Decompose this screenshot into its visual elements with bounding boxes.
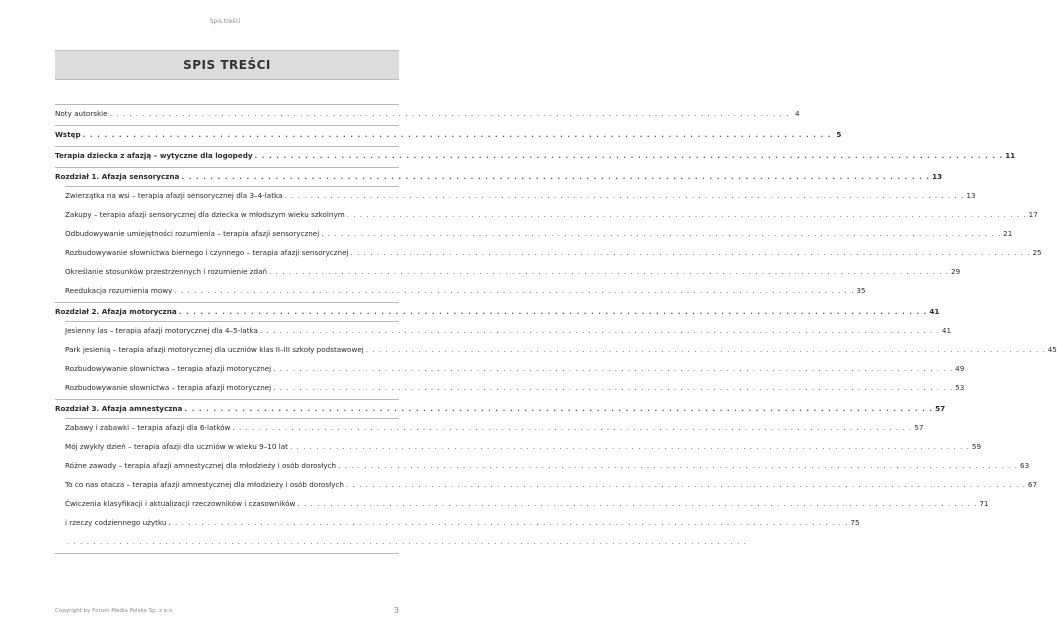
dot-leader: [297, 499, 977, 509]
toc-entry-sub[interactable]: [55, 286, 866, 296]
toc-entry-page: 57: [914, 423, 924, 432]
toc-entry-sub[interactable]: [55, 442, 982, 452]
toc-entry-label: Zwierzątka na wsi – terapia afazji sensorycznej dla 3–4-latka: [65, 191, 283, 200]
toc-entry-rozdzial-1[interactable]: [55, 172, 943, 182]
toc-entry-sub[interactable]: [55, 518, 860, 528]
dot-leader: [338, 461, 1018, 471]
toc-entry-label: Rozdział 1. Afazja sensoryczna: [55, 172, 180, 181]
toc-entry-page: 17: [1028, 210, 1038, 219]
toc-entry-multiline[interactable]: [55, 537, 399, 547]
toc-entry-page: 21: [1003, 229, 1013, 238]
toc-entry-label: Zabawy i zabawki – terapia afazji dla 6-latków: [65, 423, 231, 432]
toc-entry-page: 67: [1027, 480, 1038, 489]
toc-entry-terapia[interactable]: [55, 151, 1016, 161]
toc-entry-sub[interactable]: [55, 191, 976, 201]
toc-entry-page: 45: [1047, 345, 1057, 354]
toc-entry-label: Park jesienią – terapia afazji motorycznej dla uczniów klas II–III szkoły podstawowej: [65, 345, 364, 354]
toc-entry-sub[interactable]: [55, 364, 965, 374]
copyright-text: Copyright by Forum Media Polska Sp. z o.o.: [55, 607, 174, 614]
toc-entry-sub[interactable]: [55, 248, 1042, 258]
toc-entry-page: 25: [1032, 248, 1042, 257]
toc-entry-label: Odbudowywanie umiejętności rozumienia – terapia afazji sensorycznej: [65, 229, 320, 238]
toc-entry-sub[interactable]: [55, 345, 1057, 355]
toc-entry-page: 49: [955, 364, 965, 373]
toc-entry-page: 57: [935, 404, 946, 413]
toc-entry-page: 75: [850, 518, 860, 527]
toc-entry-label: Rozdział 2. Afazja motoryczna: [55, 307, 177, 316]
toc-entry-sub[interactable]: [55, 461, 1030, 471]
toc-entry-page: 41: [941, 326, 952, 335]
dot-leader: [273, 364, 953, 374]
dot-leader: [181, 172, 930, 182]
dot-leader: [366, 345, 1046, 355]
dot-leader: [255, 151, 1004, 161]
toc-entry-noty-autorskie[interactable]: [55, 109, 800, 119]
dot-leader: [321, 229, 1001, 239]
page-number: 3: [393, 606, 399, 615]
dot-leader: [284, 191, 964, 201]
toc-entry-line2: [65, 537, 399, 547]
toc-entry-rozdzial-2[interactable]: [55, 307, 940, 317]
toc-entry-page: 13: [932, 172, 943, 181]
page-footer: [55, 606, 399, 615]
toc-entry-page: 53: [955, 383, 965, 392]
toc-entry-label: i rzeczy codziennego użytku: [65, 518, 167, 527]
toc-entry-label: Rozbudowywanie słownictwa – terapia afazji motorycznej: [65, 364, 272, 373]
toc-entry-sub[interactable]: [55, 210, 1038, 220]
dot-leader: [273, 383, 953, 393]
toc-entry-label: Ćwiczenia klasyfikacji i aktualizacji rzeczowników i czasowników: [65, 499, 296, 508]
toc-entry-label: Noty autorskie: [55, 109, 108, 118]
dot-leader: [260, 326, 940, 336]
dot-leader: [232, 423, 912, 433]
toc-entry-sub[interactable]: [55, 326, 952, 336]
toc-entry-sub[interactable]: [55, 480, 1038, 490]
toc-entry-label: Terapia dziecka z afazją – wytyczne dla logopedy: [55, 151, 253, 160]
toc-entry-label: Rozbudowywanie słownictwa biernego i czynnego – terapia afazji sensorycznej: [65, 248, 349, 257]
toc-entry-page: 71: [979, 499, 989, 508]
table-of-contents: [55, 104, 1057, 554]
dot-leader: [83, 130, 832, 140]
toc-entry-rozdzial-3[interactable]: [55, 404, 946, 414]
toc-entry-sub[interactable]: [55, 423, 924, 433]
toc-entry-label: To co nas otacza – terapia afazji amnestycznej dla młodzieży i osób dorosłych: [65, 480, 344, 489]
dot-leader: [346, 480, 1026, 490]
toc-entry-page: 41: [929, 307, 940, 316]
toc-entry-page: 11: [1005, 151, 1016, 160]
toc-entry-label: Rozbudowywanie słownictwa – terapia afazji motorycznej: [65, 383, 272, 392]
toc-entry-page: 29: [951, 267, 961, 276]
dot-leader: [67, 537, 747, 547]
toc-separator: [55, 553, 399, 554]
toc-entry-label: Mój zwykły dzień – terapia afazji dla uczniów w wieku 9–10 lat: [65, 442, 288, 451]
dot-leader: [110, 109, 790, 119]
dot-leader: [179, 307, 928, 317]
toc-entry-label: Jesienny las – terapia afazji motorycznej dla 4–5-latka: [65, 326, 258, 335]
toc-entry-label: Wstęp: [55, 130, 81, 139]
dot-leader: [351, 248, 1031, 258]
running-head: Spis treści: [209, 18, 241, 25]
toc-title-bar: [55, 50, 399, 80]
dot-leader: [168, 518, 848, 528]
toc-entry-label: Zakupy – terapia afazji sensorycznej dla dziecka w młodszym wieku szkolnym: [65, 210, 345, 219]
toc-entry-wstep[interactable]: [55, 130, 842, 140]
toc-entry-page: 4: [794, 109, 800, 118]
toc-title: SPIS TREŚCI: [183, 58, 271, 72]
dot-leader: [174, 286, 854, 296]
dot-leader: [347, 210, 1027, 220]
toc-entry-sub[interactable]: [55, 383, 965, 393]
dot-leader: [290, 442, 970, 452]
toc-entry-sub[interactable]: [55, 267, 961, 277]
toc-entry-label: Różne zawody – terapia afazji amnestycznej dla młodzieży i osób dorosłych: [65, 461, 337, 470]
toc-entry-label: Określanie stosunków przestrzennych i rozumienie zdań: [65, 267, 268, 276]
toc-entry-page: 59: [971, 442, 982, 451]
toc-entry-page: 63: [1020, 461, 1030, 470]
toc-entry-sub[interactable]: [55, 499, 989, 509]
toc-entry-page: 5: [836, 130, 842, 139]
toc-entry-page: 35: [856, 286, 866, 295]
dot-leader: [269, 267, 949, 277]
toc-entry-page: 13: [966, 191, 976, 200]
dot-leader: [184, 404, 933, 414]
toc-entry-label: Rozdział 3. Afazja amnestyczna: [55, 404, 183, 413]
toc-entry-sub[interactable]: [55, 229, 1013, 239]
toc-entry-label: Reedukacja rozumienia mowy: [65, 286, 173, 295]
